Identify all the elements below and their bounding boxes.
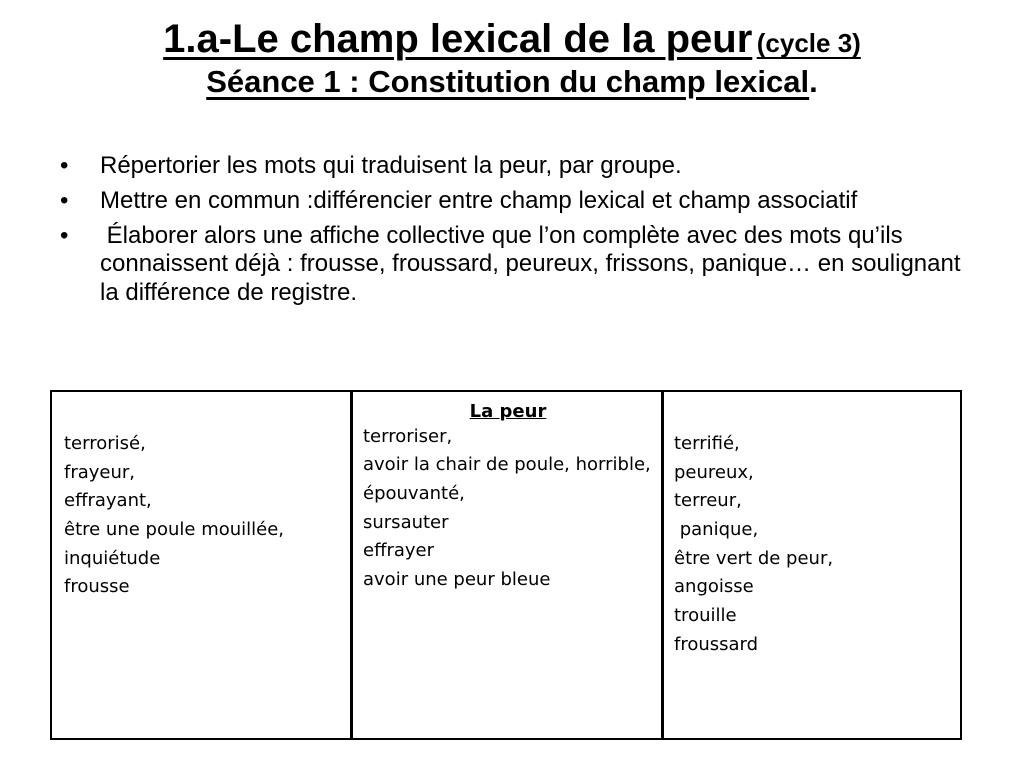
list-item: sursauter xyxy=(363,511,449,533)
bullet-glyph: • xyxy=(60,152,69,179)
list-item: frousse xyxy=(64,576,130,598)
list-item: inquiétude xyxy=(64,547,161,569)
word-list-right xyxy=(674,434,950,656)
table-column-right xyxy=(663,391,962,739)
list-item: être une poule mouillée, xyxy=(64,519,285,541)
title-line xyxy=(0,18,1024,60)
slide-title xyxy=(0,18,1024,99)
subtitle-line xyxy=(0,66,1024,99)
bullet-item xyxy=(58,152,978,181)
list-item: peureux, xyxy=(674,461,754,483)
list-item: frayeur, xyxy=(64,461,136,483)
table-heading: La peur xyxy=(469,401,547,422)
list-item: angoisse xyxy=(674,576,754,598)
list-item: avoir une peur bleue xyxy=(363,569,551,591)
list-item: épouvanté, xyxy=(363,483,465,505)
list-item: avoir la chair de poule, horrible, xyxy=(363,454,651,476)
list-item: être vert de peur, xyxy=(674,547,834,569)
list-item: terrorisé, xyxy=(64,433,146,454)
bullet-item xyxy=(58,187,978,216)
bullet-glyph: • xyxy=(60,221,69,249)
list-item: panique, xyxy=(674,519,759,541)
table-column-left xyxy=(51,391,352,739)
word-list-middle xyxy=(363,427,653,591)
list-item: froussard xyxy=(674,633,759,655)
list-item: effrayant, xyxy=(64,490,152,512)
bullet-list xyxy=(58,152,978,314)
list-item: terreur, xyxy=(674,490,742,512)
bullet-text: Répertorier les mots qui traduisent la peur, par groupe. xyxy=(100,152,682,179)
subtitle-period: . xyxy=(809,64,818,99)
bullet-text: Élaborer alors une affiche collective que l’on complète avec des mots qu’ils connaissent déjà : frousse, froussard, peureux, frissons, panique… en soulignant la différence de registre. xyxy=(100,221,968,307)
bullet-glyph: • xyxy=(60,186,69,214)
bullet-item xyxy=(58,222,978,308)
page-title: 1.a-Le champ lexical de la peur xyxy=(163,17,753,61)
word-list-left xyxy=(64,434,340,598)
page-subtitle: Séance 1 : Constitution du champ lexical xyxy=(206,64,810,99)
bullet-text: Mettre en commun :différencier entre champ lexical et champ associatif xyxy=(100,186,858,214)
table-row xyxy=(51,391,961,739)
list-item: terroriser, xyxy=(363,425,453,447)
table-column-middle xyxy=(352,391,663,739)
list-item: effrayer xyxy=(363,540,435,562)
words-table xyxy=(50,390,962,740)
list-item: terrifié, xyxy=(674,433,740,454)
list-item: trouille xyxy=(674,605,737,627)
title-cycle: (cycle 3) xyxy=(756,28,861,58)
